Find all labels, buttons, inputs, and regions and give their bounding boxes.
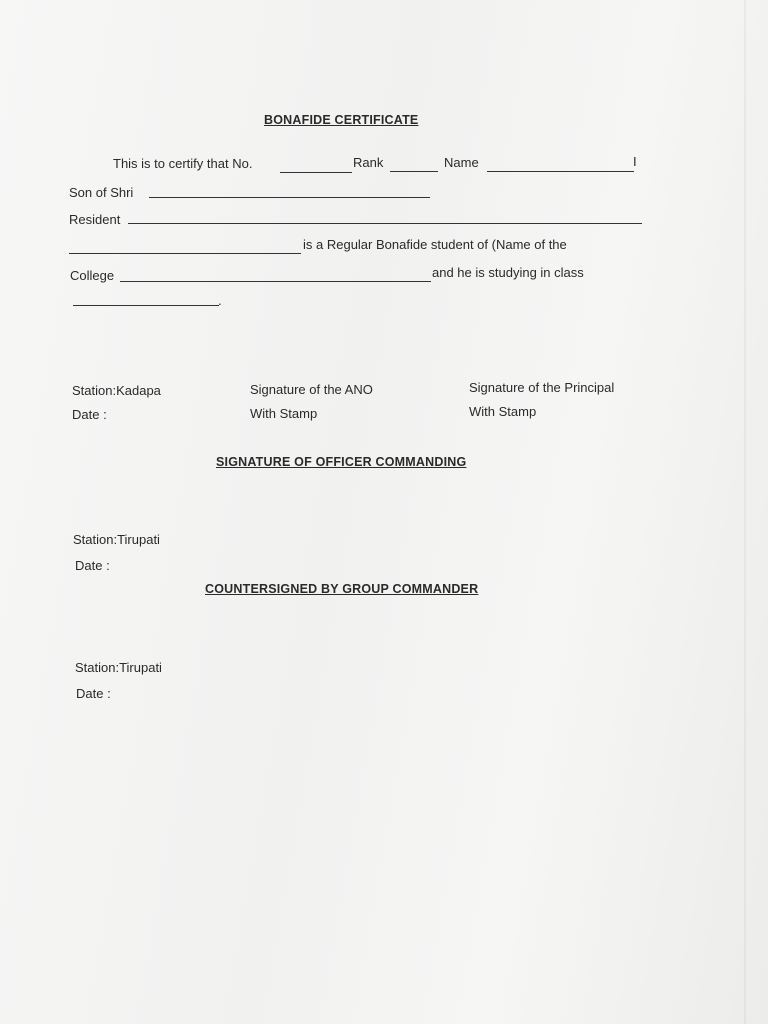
name-end-mark: I (633, 154, 637, 169)
name-blank (487, 171, 634, 172)
son-of-blank (149, 197, 430, 198)
college-label: College (70, 268, 115, 283)
station-kadapa: Station:Kadapa (72, 383, 161, 398)
principal-stamp-label: With Stamp (469, 404, 537, 419)
name-label: Name (444, 155, 479, 170)
son-of-label: Son of Shri (69, 185, 134, 200)
date-label-2: Date : (75, 558, 110, 573)
group-commander-heading: COUNTERSIGNED BY GROUP COMMANDER (205, 582, 479, 596)
rank-blank (390, 171, 438, 172)
date-label-3: Date : (76, 686, 111, 701)
address-blank (69, 253, 301, 254)
principal-signature-label: Signature of the Principal (469, 380, 615, 395)
college-blank (120, 281, 431, 282)
rank-label: Rank (353, 155, 384, 170)
resident-label: Resident (69, 212, 121, 227)
certificate-title: BONAFIDE CERTIFICATE (264, 113, 419, 127)
officer-commanding-heading: SIGNATURE OF OFFICER COMMANDING (216, 455, 467, 469)
certify-lead-text: This is to certify that No. (113, 156, 253, 171)
date-label-1: Date : (72, 407, 107, 422)
class-blank (73, 305, 219, 306)
regular-student-text: is a Regular Bonafide student of (Name of the (303, 237, 567, 252)
class-period: . (218, 293, 222, 308)
resident-blank (128, 223, 642, 224)
ano-stamp-label: With Stamp (250, 406, 318, 421)
number-blank (280, 172, 352, 173)
station-tirupati-2: Station:Tirupati (75, 660, 162, 675)
ano-signature-label: Signature of the ANO (250, 382, 373, 397)
studying-text: and he is studying in class (432, 265, 584, 280)
station-tirupati-1: Station:Tirupati (73, 532, 160, 547)
